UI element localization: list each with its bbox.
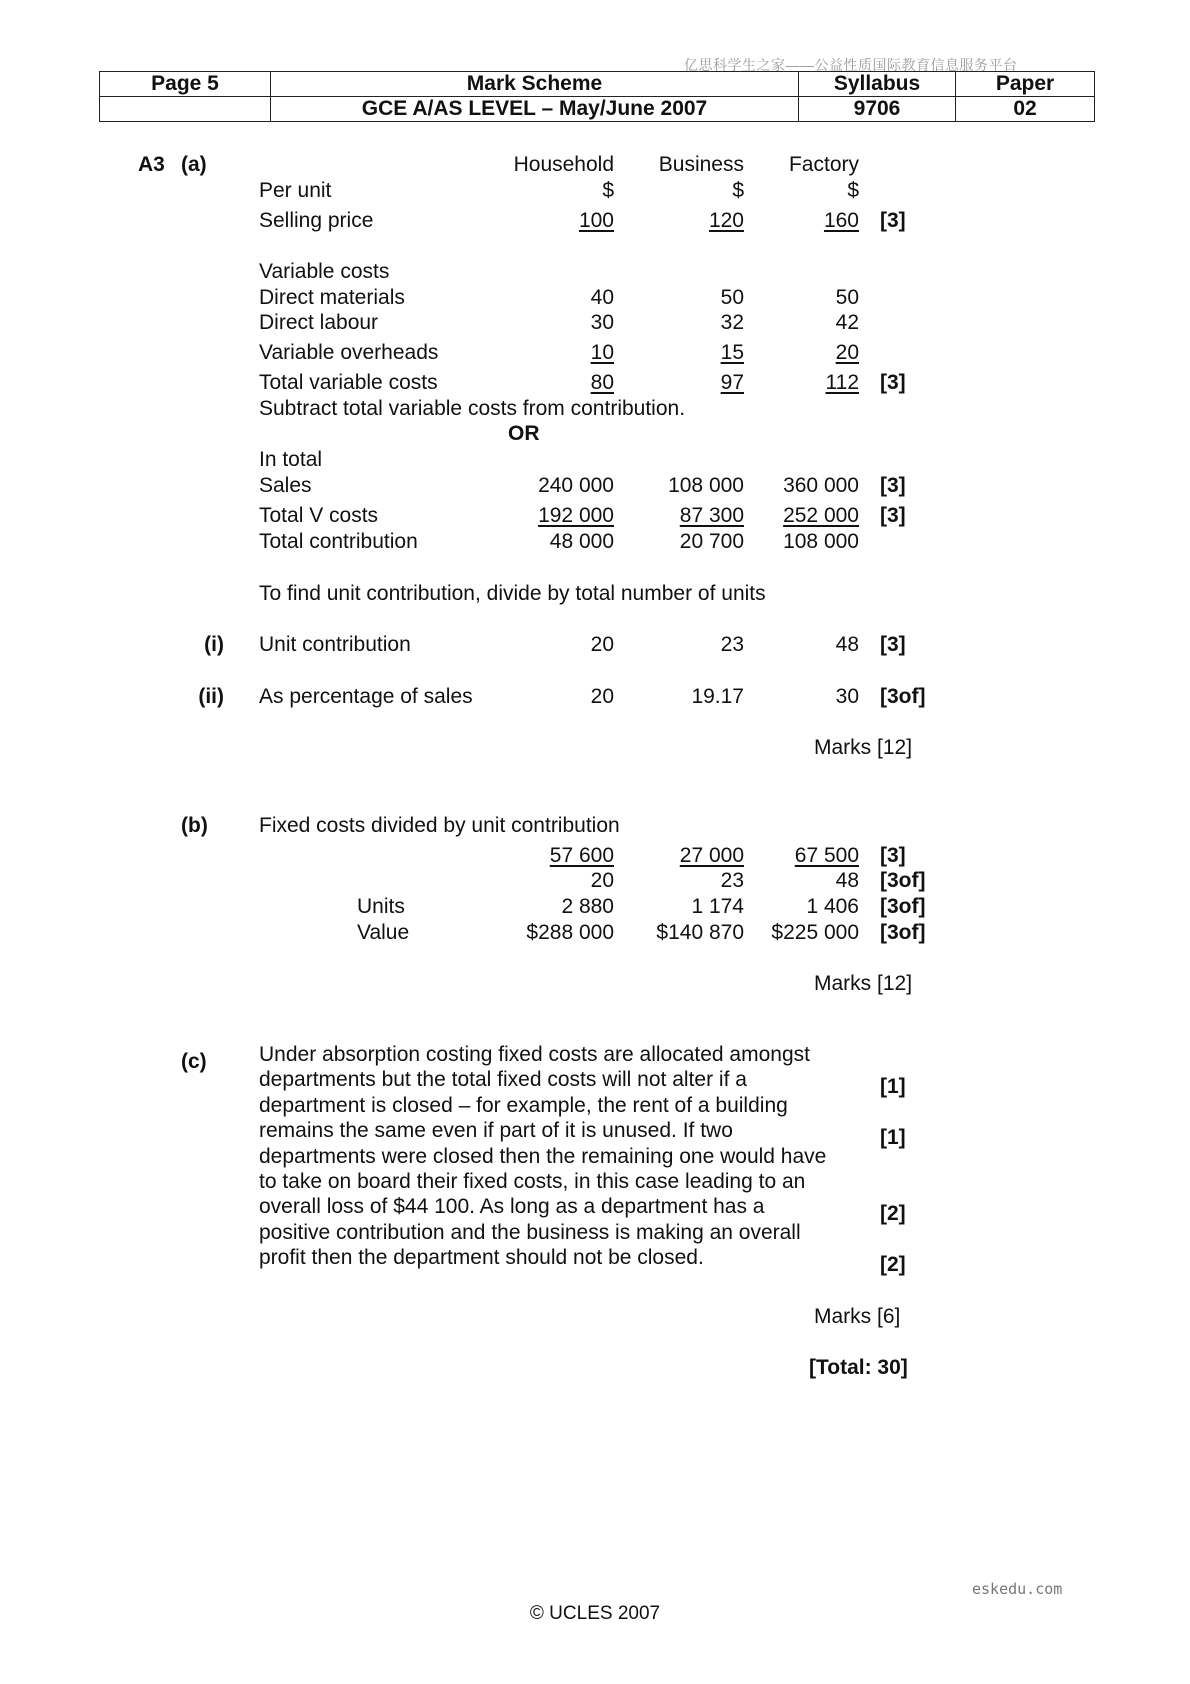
header-syllabus-code: 9706 [799, 97, 956, 122]
direct-labour-label: Direct labour [259, 311, 379, 334]
part-c-label: (c) [181, 1050, 207, 1073]
total-contribution-label: Total contribution [259, 530, 418, 553]
part-a-label: (a) [181, 153, 207, 176]
unit-contribution-household: 20 [590, 633, 614, 656]
subtract-note: Subtract total variable costs from contribution. [259, 397, 686, 420]
value-label: Value [357, 921, 410, 944]
part-a-i-label: (i) [204, 633, 224, 656]
total-contribution-business: 20 700 [679, 530, 744, 553]
value-household: $288 000 [526, 921, 614, 944]
direct-labour-household: 30 [590, 311, 614, 334]
selling-price-business: 120 [708, 209, 744, 232]
part-c-line: Under absorption costing fixed costs are allocated amongst [259, 1043, 810, 1066]
watermark-bottom: eskedu.com [972, 1580, 1063, 1598]
part-c-mark-4: [2] [880, 1253, 906, 1276]
units-mark: [3of] [880, 895, 926, 918]
header-table [99, 71, 1095, 122]
variable-overheads-factory: 20 [835, 341, 859, 364]
direct-labour-business: 32 [720, 311, 744, 334]
total-variable-costs-label: Total variable costs [259, 371, 438, 394]
divisor-factory: 48 [835, 869, 859, 892]
part-b-heading: Fixed costs divided by unit contribution [259, 814, 620, 837]
direct-materials-business: 50 [720, 286, 744, 309]
percentage-business: 19.17 [691, 685, 744, 708]
variable-overheads-label: Variable overheads [259, 341, 439, 364]
total-marks: [Total: 30] [809, 1356, 908, 1379]
units-business: 1 174 [691, 895, 744, 918]
col-factory: Factory [788, 153, 859, 176]
currency-factory: $ [847, 179, 859, 202]
part-c-line: remains the same even if part of it is unused. If two [259, 1119, 733, 1143]
part-c-mark-1: [1] [880, 1075, 906, 1098]
unit-contribution-factory: 48 [835, 633, 859, 656]
divisor-business: 23 [720, 869, 744, 892]
part-c-line: departments but the total fixed costs will not alter if a [259, 1068, 747, 1092]
header-paper-label: Paper [956, 72, 1095, 97]
header-title: Mark Scheme [271, 72, 799, 97]
selling-price-household: 100 [578, 209, 614, 232]
part-a-marks: Marks [12] [814, 736, 913, 759]
footer-copyright: © UCLES 2007 [529, 1603, 661, 1624]
total-contribution-household: 48 000 [549, 530, 614, 553]
direct-materials-factory: 50 [835, 286, 859, 309]
part-c-mark-3: [2] [880, 1202, 906, 1225]
unit-contribution-mark: [3] [880, 633, 906, 656]
percentage-factory: 30 [835, 685, 859, 708]
percentage-mark: [3of] [880, 685, 926, 708]
part-c-mark-2: [1] [880, 1126, 906, 1149]
part-b-marks: Marks [12] [814, 972, 913, 995]
part-c-line: positive contribution and the business is making an overall [259, 1220, 801, 1244]
header-paper-no: 02 [956, 97, 1095, 122]
part-c-line: profit then the department should not be closed. [259, 1246, 704, 1270]
units-household: 2 880 [561, 895, 614, 918]
col-household: Household [513, 153, 614, 176]
currency-household: $ [602, 179, 614, 202]
sales-label: Sales [259, 474, 312, 497]
divisor-mark: [3of] [880, 869, 926, 892]
part-c-line: to take on board their fixed costs, in this case leading to an [259, 1170, 806, 1194]
total-v-costs-household: 192 000 [538, 504, 614, 527]
variable-overheads-business: 15 [720, 341, 744, 364]
units-label: Units [357, 895, 405, 918]
percentage-of-sales-label: As percentage of sales [259, 685, 473, 708]
part-c-line: department is closed – for example, the rent of a building [259, 1093, 788, 1117]
divisor-household: 20 [590, 869, 614, 892]
variable-costs-heading: Variable costs [259, 260, 390, 283]
per-unit-label: Per unit [259, 179, 332, 202]
sales-household: 240 000 [538, 474, 614, 497]
total-v-costs-factory: 252 000 [783, 504, 859, 527]
watermark-top: 亿思科学生之家——公益性质国际教育信息服务平台 [684, 57, 1018, 73]
value-business: $140 870 [656, 921, 744, 944]
total-v-costs-label: Total V costs [259, 504, 379, 527]
total-variable-costs-mark: [3] [880, 371, 906, 394]
header-page: Page 5 [100, 72, 271, 97]
fixed-costs-factory: 67 500 [794, 844, 859, 867]
part-b-label: (b) [181, 814, 208, 837]
fixed-costs-mark: [3] [880, 844, 906, 867]
header-exam: GCE A/AS LEVEL – May/June 2007 [271, 97, 799, 122]
sales-factory: 360 000 [783, 474, 859, 497]
fixed-costs-business: 27 000 [679, 844, 744, 867]
direct-labour-factory: 42 [835, 311, 859, 334]
in-total-label: In total [259, 448, 323, 471]
or-label: OR [508, 422, 540, 445]
total-variable-costs-business: 97 [720, 371, 744, 394]
part-a-ii-label: (ii) [198, 685, 224, 708]
total-variable-costs-factory: 112 [825, 371, 859, 394]
value-factory: $225 000 [771, 921, 859, 944]
unit-contribution-label: Unit contribution [259, 633, 411, 656]
currency-business: $ [732, 179, 744, 202]
total-contribution-factory: 108 000 [783, 530, 859, 553]
part-c-line: departments were closed then the remaining one would have [259, 1144, 827, 1168]
selling-price-factory: 160 [823, 209, 859, 232]
units-factory: 1 406 [806, 895, 859, 918]
question-number: A3 [138, 153, 165, 176]
sales-business: 108 000 [668, 474, 744, 497]
sales-mark: [3] [880, 474, 906, 497]
unit-contribution-business: 23 [720, 633, 744, 656]
col-business: Business [658, 153, 744, 176]
part-c-marks: Marks [6] [814, 1305, 901, 1328]
selling-price-mark: [3] [880, 209, 906, 232]
header-empty-cell [100, 97, 271, 122]
fixed-costs-household: 57 600 [549, 844, 614, 867]
direct-materials-household: 40 [590, 286, 614, 309]
part-c-line: overall loss of $44 100. As long as a department has a [259, 1195, 765, 1219]
unit-contribution-note: To find unit contribution, divide by total number of units [259, 582, 766, 605]
total-v-costs-business: 87 300 [679, 504, 744, 527]
selling-price-label: Selling price [259, 209, 374, 232]
value-mark: [3of] [880, 921, 926, 944]
direct-materials-label: Direct materials [259, 286, 405, 309]
variable-overheads-household: 10 [590, 341, 614, 364]
percentage-household: 20 [590, 685, 614, 708]
part-c-paragraph [259, 1042, 879, 1271]
total-variable-costs-household: 80 [590, 371, 614, 394]
header-syllabus-label: Syllabus [799, 72, 956, 97]
total-v-costs-mark: [3] [880, 504, 906, 527]
